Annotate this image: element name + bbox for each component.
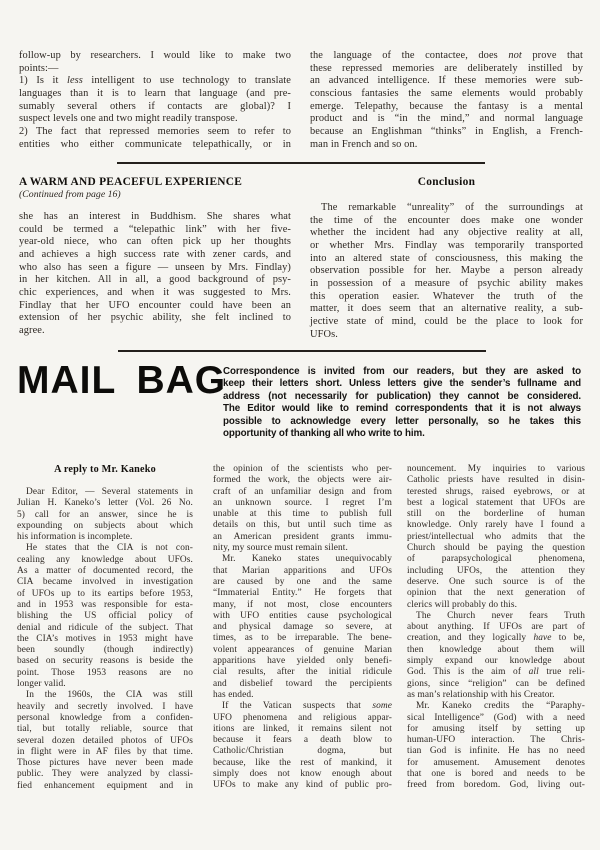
text-line: and achieves a high success rate with zener cards, and <box>19 248 291 260</box>
text-line: she has an interest in Buddhism. She shares what <box>19 211 291 222</box>
text-line: freed from boredom. God, living out- <box>407 780 585 791</box>
text-line: because an Englishman “thinks” in English, a French- <box>310 125 583 137</box>
text-line: the time of the encounter does make one wonder <box>310 214 583 226</box>
text-line: opportunity of thanking all who write to him. <box>223 428 425 440</box>
text-line: many, if not most, close encounters <box>213 599 392 610</box>
warm-experience-section <box>19 176 291 338</box>
text-line: as man’s relationship with his Creator. <box>407 689 555 700</box>
text-line: then knowledge about them will <box>407 644 585 655</box>
text-line: simply does not know enough about <box>213 769 392 780</box>
text-line: Mr. Kaneko states unequivocably <box>222 554 392 565</box>
text-line: and disbelief toward the percipients <box>213 678 392 689</box>
text-line: tial, but totally reliable, source that <box>17 724 193 735</box>
text-line: an advanced intelligence. If these memories were sub- <box>310 75 583 87</box>
mailbag-intro <box>223 366 581 440</box>
text-line: are caused by one and the same <box>213 576 392 587</box>
text-line: chic experiences, and when it was suggested to Mrs. <box>19 286 291 298</box>
text-line: whether the incident had any objective reality at all, <box>310 227 583 239</box>
warm-experience-text <box>19 211 291 338</box>
text-line: heavily and secretly involved. I have <box>17 701 193 712</box>
text-line: conscious fantasies the same elements would probably <box>310 87 583 99</box>
text-line: fied enhancement equipment and in <box>17 780 193 791</box>
text-line: formed the work, the objects were air- <box>213 475 392 486</box>
text-line: that one is bored and needs to be <box>407 769 585 780</box>
text-line: Those pictures have never been made <box>17 758 193 769</box>
text-line: entities who either communicate telepathically, or in <box>19 138 291 150</box>
text-line: UFOs. <box>310 328 338 340</box>
mailbag-title: MAIL BAG <box>17 359 227 402</box>
text-line: follow-up by researchers. I would like to make two <box>19 50 291 61</box>
text-line: with UFO entities cause psychological <box>213 610 392 621</box>
text-line: human-UFO interaction. The Chris- <box>407 735 585 746</box>
text-line: about anything. If UFOs are part of <box>407 622 585 633</box>
text-line: extension of her psychic ability, she felt inclined to <box>19 312 291 324</box>
text-line: still on the borderline of human <box>407 509 585 520</box>
text-line: in possession of a measure of psychic ability makes <box>310 277 583 289</box>
text-line: Catholic priests have resulted in disin- <box>407 475 585 486</box>
text-line: times, as to be irreparable. The bene- <box>213 633 392 644</box>
text-line: cial results, after the initial ridicule <box>213 667 392 678</box>
text-line: these repressed memories are deliberately instilled by <box>310 62 583 74</box>
text-line: “Immaterial Entity.” He forgets that <box>213 588 392 599</box>
text-line: apparitions have yielded only benefi- <box>213 656 392 667</box>
text-line: point. Those 1953 reasons are no <box>17 667 193 678</box>
text-line: The Editor would like to remind correspondents that it is not always <box>223 403 581 415</box>
text-line: this operation easier. Whatever the truth of the <box>310 290 583 302</box>
text-line: unable at this time to publish full <box>213 509 392 520</box>
text-line: year-old niece, who can often pick up her thoughts <box>19 236 291 248</box>
warm-experience-heading: A WARM AND PEACEFUL EXPERIENCE <box>19 176 243 188</box>
text-line: 5) call for an answer, since he is <box>17 509 193 520</box>
text-line: 1) Is it less intelligent to use technology to translate <box>19 75 291 87</box>
text-line: address (not necessarily for publication) they cannot be considered. <box>223 390 581 402</box>
text-line: several dozen detailed photos of UFOs <box>17 735 193 746</box>
text-line: for amusing itself by setting up <box>407 723 585 734</box>
text-line: sical Intelligence” (God) with a need <box>407 712 585 723</box>
warm-experience-continued-note: (Continued from page 16) <box>19 189 121 200</box>
text-line: man in French and so on. <box>310 138 418 150</box>
text-line: based on security reasons is beside the <box>17 656 193 667</box>
text-line: because it fears a death blow to <box>213 735 392 746</box>
text-line: observation possible for her. Maybe a person already <box>310 265 583 277</box>
text-line: nity, my source must remain silent. <box>213 543 348 554</box>
text-line: denial and ridicule of the subject. That <box>17 622 193 633</box>
text-line: that Marian apparitions and UFOs <box>213 565 392 576</box>
text-line: for amusement. Amusement denotes <box>407 757 585 768</box>
text-line: In the 1960s, the CIA was still <box>26 690 193 701</box>
text-line: Dear Editor, — Several statements in <box>26 487 193 497</box>
text-line: of parapsychological phenomena, <box>407 554 585 565</box>
text-line: clerics will probably do this. <box>407 599 518 610</box>
text-line: and physical damage so severe, at <box>213 622 392 633</box>
article-top-right-column <box>310 50 583 151</box>
text-line: details on this, but until such time as <box>213 520 392 531</box>
text-line: of UFOs up to its eartips before 1953, <box>17 588 193 599</box>
text-line: If the Vatican suspects that some <box>222 701 392 712</box>
text-line: the language of the contactee, does not prove that <box>310 50 583 61</box>
text-line: Church should be paying the question <box>407 543 585 554</box>
conclusion-section <box>310 176 583 341</box>
text-line: into an altered state of consciousness, this making the <box>310 252 583 264</box>
text-line: opinion that the next generation of <box>407 588 585 599</box>
text-line: product and is “in the mind,” and normal language <box>310 113 583 125</box>
text-line: creation, and they logically have to be, <box>407 633 585 644</box>
letter-col-2 <box>213 464 392 792</box>
letter-heading: A reply to Mr. Kaneko <box>54 464 156 475</box>
text-line: longer valid. <box>17 679 66 690</box>
conclusion-heading: Conclusion <box>417 176 476 188</box>
text-line: Julian H. Kaneko’s letter (Vol. 26 No. <box>17 498 193 509</box>
text-line: suspect levels one and two might readily transpose. <box>19 113 238 125</box>
text-line: languages than it is to learn that language (and pre- <box>19 87 291 99</box>
text-line: points:— <box>19 62 59 74</box>
text-line: could be termed a “telepathic link” with her five- <box>19 223 291 235</box>
text-line: been soundly (though indirectly) <box>17 645 193 656</box>
text-line: Findlay that her UFO encounter could have been an <box>19 299 291 311</box>
text-line: the CIA’s motives in 1953 might have <box>17 633 193 644</box>
text-line: sumably several others if contacts are global)? I <box>19 100 291 112</box>
text-line: He states that the CIA is not con- <box>26 543 193 554</box>
text-line: As a matter of documented record, the <box>17 566 193 577</box>
text-line: agree. <box>19 324 45 336</box>
text-line: best a logical statement that UFOs are <box>407 497 585 508</box>
text-line: matter, it does seem that an alternative reality, a sub- <box>310 303 583 315</box>
text-line: The Church never fears Truth <box>416 610 585 621</box>
text-line: itions are linked, it remains silent not <box>213 723 392 734</box>
text-line: public. They were analyzed by classi- <box>17 769 193 780</box>
text-line: Mr. Kaneko credits the “Paraphy- <box>416 701 585 712</box>
letter-col-1-text <box>17 487 193 792</box>
text-line: an unknown source. I regret I’m <box>213 497 392 508</box>
text-line: God. This is the aim of all true reli- <box>407 667 585 678</box>
text-line: UFOs to make any kind of public pro- <box>213 780 392 791</box>
text-line: knowledge. Only rarely have I found a <box>407 520 585 531</box>
text-line: has ended. <box>213 689 254 700</box>
text-line: tian God is infinite. He has no need <box>407 746 585 757</box>
text-line: possible to acknowledge every letter personally, so he takes this <box>223 415 581 427</box>
text-line: because, like the rest of mankind, it <box>213 757 392 768</box>
text-line: jective state of mind, could be the place to look for <box>310 315 583 327</box>
section-divider-rule-mailbag <box>118 350 486 352</box>
text-line: personal knowledge from a confiden- <box>17 712 193 723</box>
letter-col-1 <box>17 464 193 792</box>
text-line: an American president grants immu- <box>213 531 392 542</box>
text-line: blishing the US official policy of <box>17 611 193 622</box>
article-top-left-column <box>19 50 291 151</box>
text-line: UFO phenomena and religious appar- <box>213 712 392 723</box>
text-line: keep their letters short. Unless letters give the sender’s fullname and <box>223 378 581 390</box>
text-line: emerge. Telepathy, because the fantasy is a mental <box>310 100 583 112</box>
text-line: and in 1953 was responsible for esta- <box>17 599 193 610</box>
text-line: Correspondence is invited from our readers, but they are asked to <box>223 366 581 377</box>
text-line: priest/intellectual who admits that the <box>407 531 585 542</box>
text-line: including UFOs, the attention they <box>407 565 585 576</box>
text-line: The remarkable “unreality” of the surroundings at <box>321 202 583 213</box>
text-line: 2) The fact that repressed memories seem to refer to <box>19 125 291 137</box>
text-line: simply expand our knowledge about <box>407 656 585 667</box>
text-line: in flight were in AF files by that time. <box>17 746 193 757</box>
text-line: who also has seen a figure — unseen by Mrs. Findlay) <box>19 261 291 273</box>
text-line: the opinion of the scientists who per- <box>213 464 392 474</box>
letter-col-3 <box>407 464 585 792</box>
text-line: expounding on subjects about which <box>17 520 193 531</box>
section-divider-rule-top <box>117 162 485 164</box>
text-line: his information is incomplete. <box>17 532 133 543</box>
text-line: Catholic/Christian dogma, but <box>213 746 392 757</box>
conclusion-text <box>310 202 583 341</box>
text-line: in her kitchen. All in all, a good background of psy- <box>19 274 291 286</box>
text-line: volent appearances of genuine Marian <box>213 644 392 655</box>
text-line: or whether Mrs. Findlay was temporarily transported <box>310 239 583 251</box>
text-line: craft of an unfamiliar design and from <box>213 486 392 497</box>
text-line: cealing any knowledge about UFOs. <box>17 554 193 565</box>
text-line: deserve. One such source is of the <box>407 576 585 587</box>
text-line: nouncement. My inquiries to various <box>407 464 585 474</box>
text-line: CIA became involved in investigation <box>17 577 193 588</box>
text-line: terested shrugs, raised eyebrows, or at <box>407 486 585 497</box>
text-line: gions, since “religion” can be defined <box>407 678 585 689</box>
